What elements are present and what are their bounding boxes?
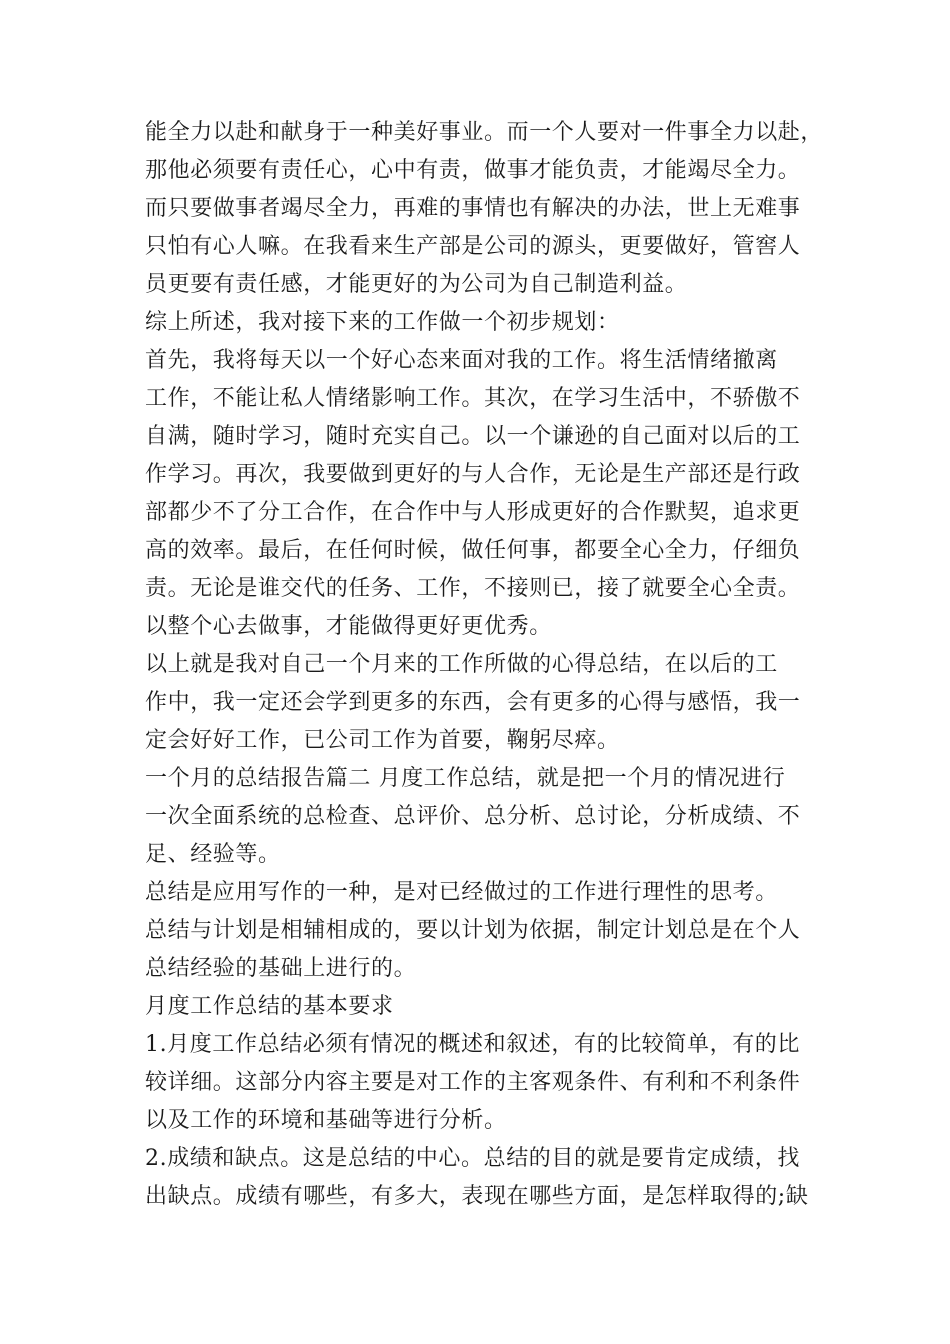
list-item-line: 2.成绩和缺点。这是总结的中心。总结的目的就是要肯定成绩，找 [145, 1146, 800, 1171]
text-line: 作学习。再次，我要做到更好的与人合作，无论是生产部还是行政 [145, 462, 801, 487]
list-item-line: 1.月度工作总结必须有情况的概述和叙述，有的比较简单，有的比 [145, 1032, 800, 1057]
text-line: 而只要做事者竭尽全力，再难的事情也有解决的办法，世上无难事 [145, 196, 801, 221]
text-line: 较详细。这部分内容主要是对工作的主客观条件、有利和不利条件 [145, 1070, 801, 1095]
text-line: 总结是应用写作的一种，是对已经做过的工作进行理性的思考。 [145, 880, 778, 905]
text-line: 自满，随时学习，随时充实自己。以一个谦逊的自己面对以后的工 [145, 424, 801, 449]
text-line: 部都少不了分工合作，在合作中与人形成更好的合作默契，追求更 [145, 500, 801, 525]
text-line: 那他必须要有责任心，心中有责，做事才能负责，才能竭尽全力。 [145, 158, 801, 183]
text-line: 首先，我将每天以一个好心态来面对我的工作。将生活情绪撤离 [145, 348, 778, 373]
text-line: 一次全面系统的总检查、总评价、总分析、总讨论，分析成绩、不 [145, 804, 801, 829]
text-line: 员更要有责任感，才能更好的为公司为自己制造利益。 [145, 272, 688, 297]
text-line: 以整个心去做事，才能做得更好更优秀。 [145, 614, 552, 639]
text-line: 责。无论是谁交代的任务、工作，不接则已，接了就要全心全责。 [145, 576, 801, 601]
text-line: 以及工作的环境和基础等进行分析。 [145, 1108, 507, 1133]
text-line: 总结与计划是相辅相成的，要以计划为依据，制定计划总是在个人 [145, 918, 801, 943]
subheading-line: 月度工作总结的基本要求 [145, 994, 394, 1019]
text-line: 工作，不能让私人情绪影响工作。其次，在学习生活中，不骄傲不 [145, 386, 801, 411]
text-line: 综上所述，我对接下来的工作做一个初步规划： [145, 310, 620, 335]
text-line: 能全力以赴和献身于一种美好事业。而一个人要对一件事全力以赴， [145, 120, 824, 145]
text-line: 只怕有心人嘛。在我看来生产部是公司的源头，更要做好，管窖人 [145, 234, 801, 259]
text-line: 定会好好工作，已公司工作为首要，鞠躬尽瘁。 [145, 728, 620, 753]
text-line: 出缺点。成绩有哪些，有多大，表现在哪些方面，是怎样取得的;缺 [145, 1184, 809, 1209]
text-line: 总结经验的基础上进行的。 [145, 956, 417, 981]
text-line: 以上就是我对自己一个月来的工作所做的心得总结，在以后的工 [145, 652, 778, 677]
section-heading-line: 一个月的总结报告篇二 月度工作总结，就是把一个月的情况进行 [145, 766, 786, 791]
text-line: 高的效率。最后，在任何时候，做任何事，都要全心全力，仔细负 [145, 538, 801, 563]
text-line: 足、经验等。 [145, 842, 281, 867]
text-line: 作中，我一定还会学到更多的东西，会有更多的心得与感悟，我一 [145, 690, 801, 715]
